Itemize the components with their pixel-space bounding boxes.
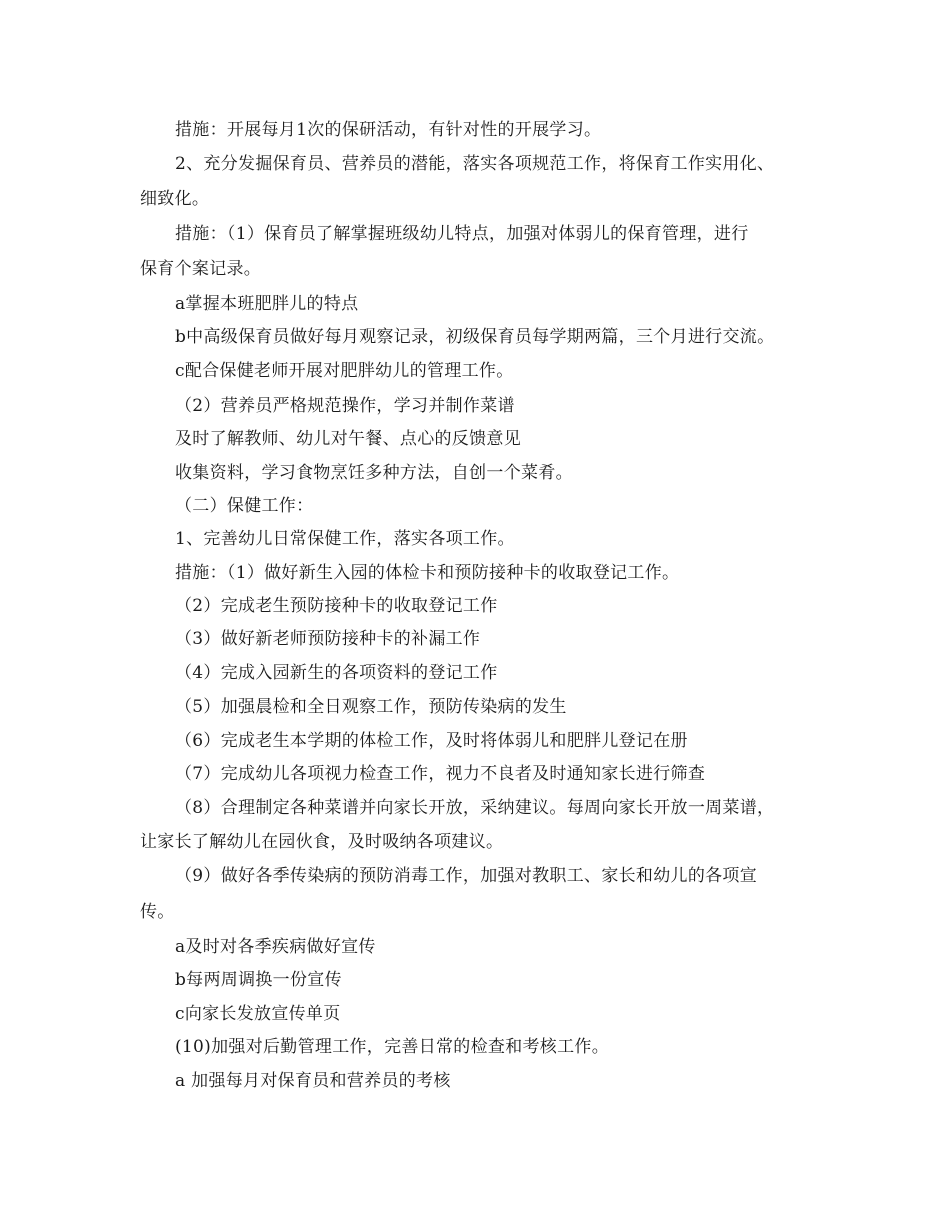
text-line: c配合保健老师开展对肥胖幼儿的管理工作。	[175, 361, 514, 381]
text-line: 传。	[140, 902, 175, 922]
text-line: a掌握本班肥胖儿的特点	[175, 294, 359, 314]
text-line: 收集资料，学习食物烹饪多种方法，自创一个菜肴。	[175, 463, 573, 483]
text-line: 措施：（1）保育员了解掌握班级幼儿特点，加强对体弱儿的保育管理，进行	[175, 224, 749, 244]
text-line: （2）营养员严格规范操作，学习并制作菜谱	[175, 396, 515, 416]
text-line: b中高级保育员做好每月观察记录，初级保育员每学期两篇，三个月进行交流。	[175, 327, 775, 347]
text-line: （二）保健工作：	[175, 496, 314, 516]
text-line: （7）完成幼儿各项视力检查工作，视力不良者及时通知家长进行筛查	[175, 764, 706, 784]
text-line: (10)加强对后勤管理工作，完善日常的检查和考核工作。	[175, 1037, 609, 1057]
text-line: 让家长了解幼儿在园伙食，及时吸纳各项建议。	[140, 832, 504, 852]
text-line: b每两周调换一份宣传	[175, 970, 342, 990]
text-line: 1、完善幼儿日常保健工作，落实各项工作。	[175, 529, 515, 549]
text-line: c向家长发放宣传单页	[175, 1004, 341, 1024]
text-line: （3）做好新老师预防接种卡的补漏工作	[175, 629, 481, 649]
text-line: 措施：（1）做好新生入园的体检卡和预防接种卡的收取登记工作。	[175, 563, 680, 583]
text-line: 细致化。	[140, 189, 210, 209]
text-line: （2）完成老生预防接种卡的收取登记工作	[175, 596, 498, 616]
text-line: 2、充分发掘保育员、营养员的潜能，落实各项规范工作，将保育工作实用化、	[175, 154, 775, 174]
text-line: （8）合理制定各种菜谱并向家长开放，采纳建议。每周向家长开放一周菜谱，	[175, 798, 775, 818]
text-line: a 加强每月对保育员和营养员的考核	[175, 1071, 451, 1091]
text-line: （4）完成入园新生的各项资料的登记工作	[175, 663, 498, 683]
text-line: （5）加强晨检和全日观察工作，预防传染病的发生	[175, 697, 567, 717]
text-line: 保育个案记录。	[140, 259, 262, 279]
text-line: （9）做好各季传染病的预防消毒工作，加强对教职工、家长和幼儿的各项宣	[175, 866, 758, 886]
text-line: （6）完成老生本学期的体检工作，及时将体弱儿和肥胖儿登记在册	[175, 731, 688, 751]
text-line: 措施：开展每月1次的保研活动，有针对性的开展学习。	[175, 120, 602, 140]
text-line: 及时了解教师、幼儿对午餐、点心的反馈意见	[175, 429, 521, 449]
text-line: a及时对各季疾病做好宣传	[175, 937, 376, 957]
